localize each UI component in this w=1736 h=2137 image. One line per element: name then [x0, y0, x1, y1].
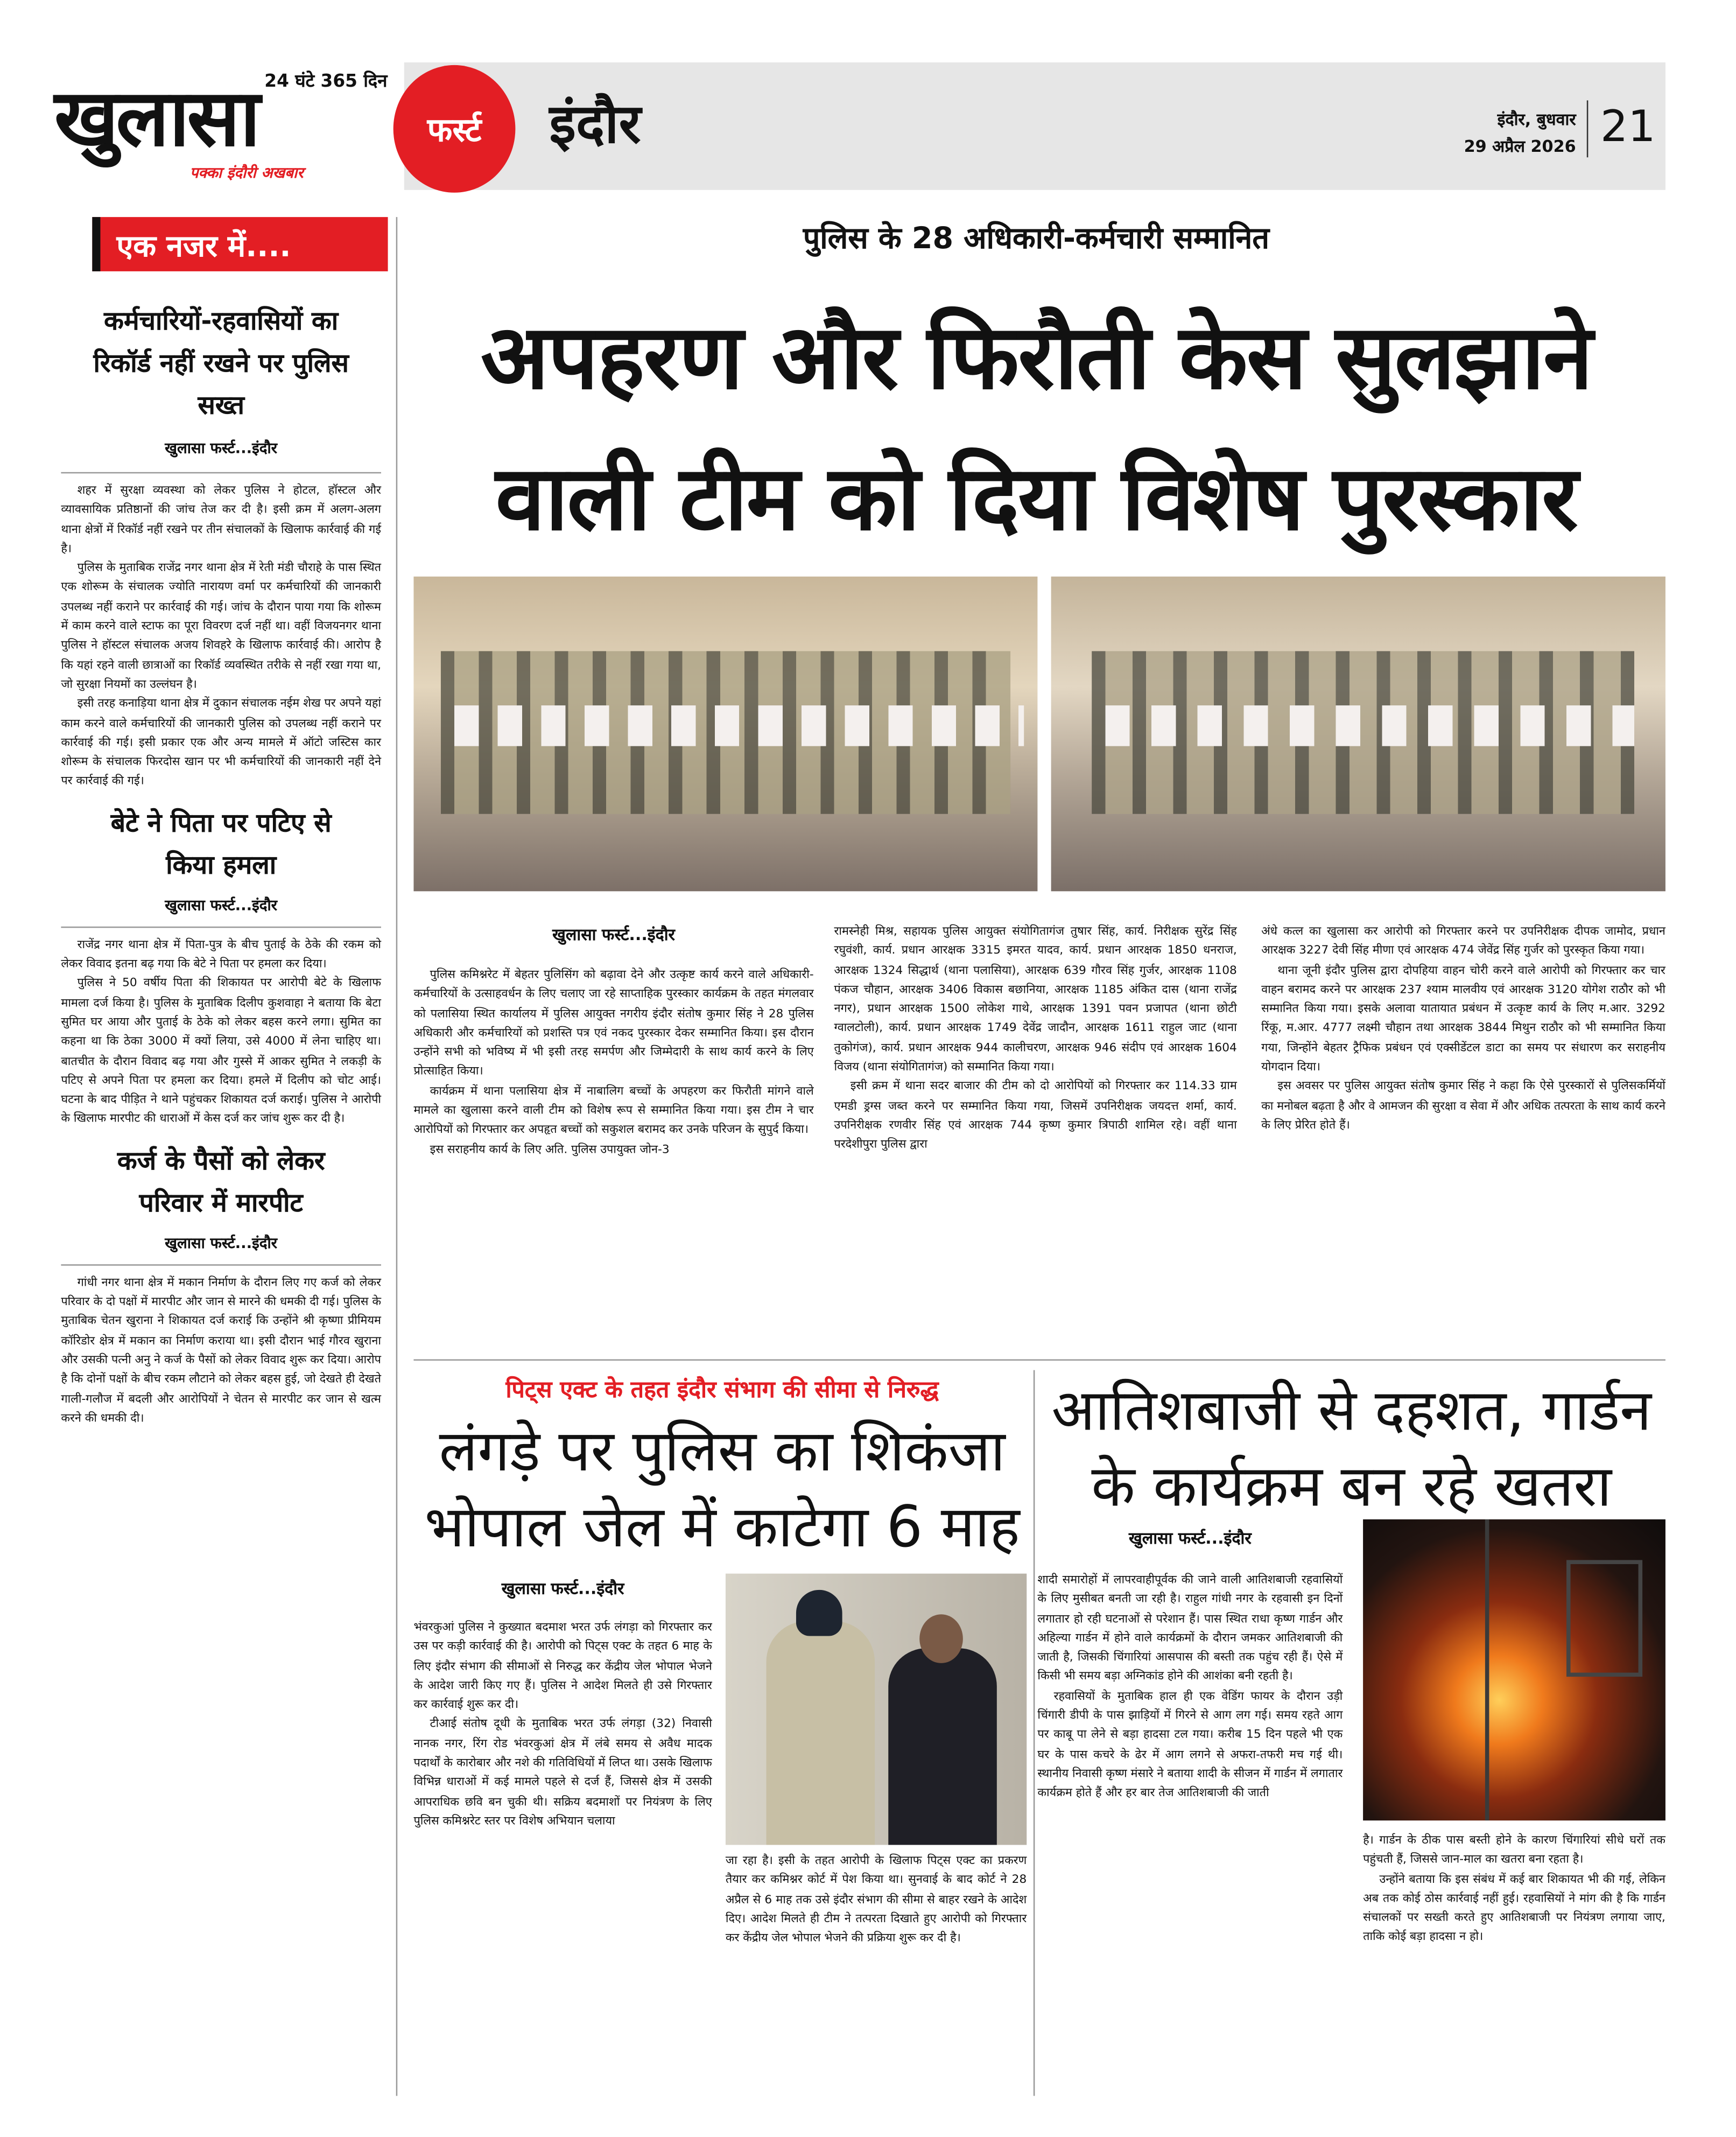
paragraph: टीआई संतोष दूधी के मुताबिक भरत उर्फ लंगड़ा (32) निवासी नानक नगर, रिंग रोड भंवरकुआं क्षेत्र में लंबे समय से अवैध मादक पदार्थों के कारोबार और नशे की गतिविधियों में लिप्त था। उसके खिलाफ विभिन्न धाराओं में कई मामले पहले से दर्ज हैं, जिससे क्षेत्र में उसकी आपराधिक छवि बन चुकी थी। सक्रिय बदमाशों पर नियंत्रण के लिए पुलिस कमिश्नरेट स्तर पर विशेष अभियान चलाया — [413, 1718, 712, 1829]
sidebar-story-2-headline: बेटे ने पिता पर पटिए से किया हमला — [110, 808, 332, 880]
paragraph: शहर में सुरक्षा व्यवस्था को लेकर पुलिस ने होटल, हॉस्टल और व्यावसायिक प्रतिष्ठानों की जांच तेज कर दी है। इसी क्रम में अलग-अलग थाना क्षेत्रों में रिकॉर्ड नहीं रखने पर तीन संचालकों के खिलाफ कार्रवाई की गई है। — [61, 484, 381, 556]
fireworks-byline: खुलासा फर्स्ट...इंदौर — [1128, 1529, 1252, 1548]
lead-photo-right — [1051, 577, 1665, 892]
lead-headline — [407, 288, 1665, 570]
paragraph: शादी समारोहों में लापरवाहीपूर्वक की जाने वाली आतिशबाजी रहवासियों के लिए मुसीबत बनती जा रही है। राहुल गांधी नगर के रहवासी इन दिनों लगातार हो रही घटनाओं से परेशान हैं। पास स्थित राधा कृष्ण गार्डन और अहिल्या गार्डन में होने वाले कार्यक्रमों के दौरान जमकर आतिशबाजी की जाती है, जिसकी चिंगारियां आसपास की बस्ती तक पहुंच रही हैं। ऐसे में किसी भी समय बड़ा अग्निकांड होने की आशंका बनी रहती है। — [1037, 1573, 1343, 1684]
sidebar-story-2-byline: खुलासा फर्स्ट...इंदौर — [165, 896, 278, 914]
paragraph: इस सराहनीय कार्य के लिए अति. पुलिस उपायुक्त जोन-3 — [430, 1143, 670, 1157]
paragraph: कार्यक्रम में थाना पलासिया क्षेत्र में नाबालिग बच्चों के अपहरण कर फिरौती मांगने वाले मामले का खुलासा करने वाली टीम को विशेष रूप से सम्मानित किया गया। इस टीम ने चार आरोपियों को गिरफ्तार कर अपहृत बच्चों को सकुशल बरामद कर उनके परिजन के सुपुर्द किया। — [413, 1085, 814, 1138]
lead-headline-line-2: वाली टीम को दिया विशेष पुरस्कार — [495, 446, 1577, 551]
paragraph: इसी तरह कनाड़िया थाना क्षेत्र में दुकान संचालक नईम शेख पर अपने यहां काम करने वाले कर्मचारियों की जानकारी पुलिस को उपलब्ध नहीं कराने पर कार्रवाई की गई। इसी प्रकार एक और अन्य मामले में ऑटो जस्टिस कार शोरूम के संचालक फिरदोस खान पर भी कर्मचारियों की जानकारी नहीं देने पर कार्रवाई की गई। — [61, 697, 381, 789]
pits-headline-line-2: भोपाल जेल में काटेगा 6 माह — [424, 1493, 1020, 1560]
logo-badge — [393, 65, 516, 193]
paragraph: इस अवसर पर पुलिस आयुक्त संतोष कुमार सिंह ने कहा कि ऐसे पुरस्कारों से पुलिसकर्मियों का मनोबल बढ़ता है और वे आमजन की सुरक्षा व सेवा में और अधिक तत्परता के साथ कार्य करने के लिए प्रेरित होते हैं। — [1261, 1080, 1665, 1133]
pits-headline — [413, 1413, 1030, 1565]
dateline-divider — [1587, 100, 1589, 157]
fireworks-col-1 — [1037, 1571, 1343, 1804]
lead-photo-left — [413, 577, 1037, 892]
pits-col-1 — [413, 1618, 712, 1832]
lead-col-1 — [413, 966, 813, 1160]
fireworks-headline — [1037, 1373, 1665, 1525]
paragraph: रहवासियों के मुताबिक हाल ही एक वेडिंग फायर के दौरान उड़ी चिंगारी डीपी के पास झाड़ियों में गिरने से आग लग गई। समय रहते आग पर काबू पा लेने से बड़ा हादसा टल गया। करीब 15 दिन पहले भी एक घर के पास कचरे के ढेर में आग लगने से अफरा-तफरी मच गई थी। स्थानीय निवासी कृष्ण मंसारे ने बताया शादी के सीजन में गार्डन में लगातार कार्यक्रम होते हैं और हर बार तेज आतिशबाजी की जाती — [1037, 1690, 1343, 1801]
section-divider — [413, 1360, 1665, 1361]
lead-byline: खुलासा फर्स्ट...इंदौर — [552, 925, 675, 944]
pits-col-2 — [726, 1852, 1027, 1949]
paragraph: भंवरकुआं पुलिस ने कुख्यात बदमाश भरत उर्फ लंगड़ा को गिरफ्तार कर उस पर कड़ी कार्रवाई की है। आरोपी को पिट्स एक्ट के तहत 6 माह के लिए इंदौर संभाग की सीमाओं से निरुद्ध कर केंद्रीय जेल भोपाल भेजने के आदेश जारी किए गए हैं। पुलिस ने आदेश मिलते ही उसे गिरफ्तार कर कार्रवाई शुरू कर दी। — [413, 1621, 712, 1713]
sidebar-story-1-byline: खुलासा फर्स्ट...इंदौर — [165, 439, 278, 458]
lead-col-3 — [1261, 922, 1665, 1136]
tagline-top: 24 घंटे 365 दिन — [264, 72, 388, 93]
paragraph: पुलिस कमिश्नरेट में बेहतर पुलिसिंग को बढ़ावा देने और उत्कृष्ट कार्य करने वाले अधिकारी-कर्मचारियों के उत्साहवर्धन के लिए चलाए जा रहे साप्ताहिक पुरस्कार कार्यक्रम के तहत मंगलवार को पलासिया स्थित कार्यालय में पुलिस आयुक्त नगरीय इंदौर संतोष कुमार सिंह ने 28 पुलिस अधिकारी और कर्मचारियों को प्रशस्ति पत्र एवं नकद पुरस्कार देकर सम्मानित किया। इस दौरान उन्होंने सभी को भविष्य में भी इसी तरह समर्पण और जिम्मेदारी के साथ कार्य करने के लिए प्रोत्साहित किया। — [413, 968, 814, 1080]
logo-badge-text: फर्स्ट — [427, 110, 482, 149]
dateline-date: 29 अप्रैल 2026 — [1464, 137, 1576, 156]
fireworks-col-2 — [1363, 1831, 1665, 1947]
paragraph: है। गार्डन के ठीक पास बस्ती होने के कारण चिंगारियां सीधे घरों तक पहुंचती हैं, जिससे जान-माल का खतरा बना रहता है। — [1363, 1834, 1665, 1867]
paragraph: थाना जूनी इंदौर पुलिस द्वारा दोपहिया वाहन चोरी करने वाले आरोपी को गिरफ्तार कर चार वाहन बरामद करने पर आरक्षक 237 श्याम मालवीय एवं आरक्षक 3120 योगेश राठौर को भी सम्मानित किया गया। इसके अलावा यातायात प्रबंधन में उत्कृष्ट कार्य के लिए म.आर. 3292 रिंकू, म.आर. 4777 लक्ष्मी चौहान तथा आरक्षक 3844 मिथुन राठौर को भी सम्मानित किया गया, जिन्होंने बेहतर ट्रैफिक प्रबंधन एवं एक्सीडेंटल डाटा का समय पर संधारण कर सराहनीय योगदान दिया। — [1261, 964, 1665, 1075]
sidebar — [61, 301, 381, 1428]
fireworks-headline-line-2: के कार्यक्रम बन रहे खतरा — [1091, 1453, 1612, 1519]
sidebar-story-1-body — [61, 481, 381, 791]
sidebar-story-3-byline: खुलासा फर्स्ट...इंदौर — [165, 1234, 278, 1252]
paragraph: गांधी नगर थाना क्षेत्र में मकान निर्माण के दौरान लिए गए कर्ज को लेकर परिवार के दो पक्षों में मारपीट और जान से मारने की धमकी दी गई। पुलिस के मुताबिक चेतन खुराना ने शिकायत दर्ज कराई कि उन्होंने श्री कृष्णा प्रीमियम कॉरिडोर क्षेत्र में मकान का निर्माण कराया था। इसी दौरान भाई गौरव खुराना और उसकी पत्नी अनु ने कर्ज के पैसों को लेकर विवाद शुरू कर दिया। आरोप है कि दोनों पक्षों के बीच रकम लौटाने को लेकर बहस हुई, जो देखते ही देखते गाली-गलौज में बदली और आरोपियों ने चेतन से मारपीट कर जान से खत्म करने की धमकी दी। — [61, 1276, 381, 1426]
pits-byline: खुलासा फर्स्ट...इंदौर — [501, 1579, 624, 1598]
sidebar-story-3-headline: कर्ज के पैसों को लेकर परिवार में मारपीट — [117, 1146, 325, 1218]
sidebar-banner — [92, 217, 388, 271]
sidebar-story-1-headline: कर्मचारियों-रहवासियों का रिकॉर्ड नहीं रखने पर पुलिस सख्त — [93, 306, 349, 421]
section-title: इंदौर — [549, 93, 641, 156]
paragraph: उन्होंने बताया कि इस संबंध में कई बार शिकायत भी की गई, लेकिन अब तक कोई ठोस कार्रवाई नहीं हुई। रहवासियों ने मांग की है कि गार्डन संचालकों पर सख्ती करते हुए आतिशबाजी पर नियंत्रण लगाया जाए, ताकि कोई बड़ा हादसा न हो। — [1363, 1873, 1665, 1945]
sidebar-banner-text: एक नजर में.... — [116, 230, 291, 265]
lead-kicker: पुलिस के 28 अधिकारी-कर्मचारी सम्मानित — [803, 222, 1269, 257]
paragraph: जा रहा है। इसी के तहत आरोपी के खिलाफ पिट्स एक्ट का प्रकरण तैयार कर कमिश्नर कोर्ट में पेश किया था। सुनवाई के बाद कोर्ट ने 28 अप्रैल से 6 माह तक उसे इंदौर संभाग की सीमा से बाहर रखने के आदेश दिए। आदेश मिलते ही टीम ने तत्परता दिखाते हुए आरोपी को गिरफ्तार कर केंद्रीय जेल भोपाल भेजने की प्रक्रिया शुरू कर दी है। — [725, 1854, 1027, 1946]
paragraph: पुलिस ने 50 वर्षीय पिता की शिकायत पर आरोपी बेटे के खिलाफ मामला दर्ज किया है। पुलिस के मुताबिक दिलीप कुशवाहा ने बताया कि बेटा सुमित घर आया और पुताई के ठेके को लेकर बहस करने लगा। सुमित का कहना था कि ठेका 3000 में क्यों लिया, उसे 4000 में लेना चाहिए था। बातचीत के दौरान विवाद बढ़ गया और गुस्से में आकर सुमित ने लकड़ी के पटिए से अपने पिता पर हमला कर दिया। हमले में दिलीप को चोट आई। घटना के बाद पीड़ित ने थाने पहुंचकर शिकायत दर्ज कराई। पुलिस ने आरोपी के खिलाफ मारपीट की धाराओं में केस दर्ज कर जांच शुरू कर दी है। — [61, 977, 381, 1127]
paragraph: राजेंद्र नगर थाना क्षेत्र में पिता-पुत्र के बीच पुताई के ठेके की रकम को लेकर विवाद इतना बढ़ गया कि बेटे ने पिता पर हमला कर दिया। — [61, 938, 381, 972]
sidebar-story-2-body — [61, 936, 381, 1130]
paragraph: अंधे कत्ल का खुलासा कर आरोपी को गिरफ्तार करने पर उपनिरीक्षक दीपक जामोद, प्रधान आरक्षक 3227 देवी सिंह मीणा एवं आरक्षक 474 जेवेंद्र सिंह गुर्जर को पुरस्कृत किया गया। — [1261, 925, 1665, 958]
column-divider — [1034, 1370, 1035, 2096]
fireworks-photo — [1363, 1519, 1665, 1820]
paragraph: रामस्नेही मिश्र, सहायक पुलिस आयुक्त संयोगितागंज तुषार सिंह, कार्य. निरीक्षक सुरेंद्र सिंह रघुवंशी, कार्य. प्रधान आरक्षक 3315 इमरत यादव, कार्य. प्रधान आरक्षक 1850 धनराज, आरक्षक 1324 सिद्धार्थ (थाना पलासिया), आरक्षक 639 गौरव सिंह गुर्जर, आरक्षक 1108 पंकज चौहान, आरक्षक 3406 विकास बछानिया, आरक्षक 1185 अंकित दास (थाना राजेंद्र नगर), प्रधान आरक्षक 1500 लोकेश गाथे, आरक्षक 1391 पवन प्रजापत (थाना छोटी ग्वालटोली), कार्य. प्रधान आरक्षक 1749 देवेंद्र जादौन, आरक्षक 1611 राहुल जाट (थाना तुकोगंज), कार्य. प्रधान आरक्षक 944 कालीचरण, आरक्षक 946 संदीप एवं आरक्षक 1604 विजय (थाना संयोगितागंज) को सम्मानित किया गया। — [834, 925, 1237, 1075]
fireworks-headline-line-1: आतिशबाजी से दहशत, गार्डन — [1051, 1377, 1652, 1444]
column-divider — [396, 217, 398, 2096]
sidebar-story-3-body — [61, 1273, 381, 1428]
logo-main: खुलासा — [54, 72, 258, 164]
paragraph: पुलिस के मुताबिक राजेंद्र नगर थाना क्षेत्र में रेती मंडी चौराहे के पास स्थित एक शोरूम के संचालक ज्योति नारायण वर्मा पर कर्मचारियों की जानकारी उपलब्ध नहीं कराने पर कार्रवाई की गई। जांच के दौरान पाया गया कि शोरूम में काम करने वाले स्टाफ का पूरा विवरण दर्ज नहीं था। वहीं विजयनगर थाना पुलिस ने हॉस्टल संचालक अजय शिवहरे के खिलाफ कार्रवाई की। आरोप है कि यहां रहने वाली छात्राओं का रिकॉर्ड व्यवस्थित तरीके से नहीं रखा गया था, जो सुरक्षा नियमों का उल्लंघन है। — [61, 562, 381, 692]
pits-kicker: पिट्स एक्ट के तहत इंदौर संभाग की सीमा से निरुद्ध — [505, 1377, 939, 1404]
dateline-place-day: इंदौर, बुधवार — [1497, 110, 1576, 129]
lead-headline-line-1: अपहरण और फिरौती केस सुलझाने — [480, 305, 1592, 410]
pits-headline-line-1: लंगड़े पर पुलिस का शिकंजा — [439, 1417, 1006, 1484]
logo-sub: पक्का इंदौरी अखबार — [189, 164, 304, 182]
paragraph: इसी क्रम में थाना सदर बाजार की टीम को दो आरोपियों को गिरफ्तार कर 114.33 ग्राम एमडी ड्रग्स जब्त करने पर सम्मानित किया गया, जिसमें उपनिरीक्षक जयदत्त शर्मा, कार्य. उपनिरीक्षक रणवीर सिंह एवं आरक्षक 744 कृष्ण कुमार त्रिपाठी शामिल रहे। वहीं थाना परदेशीपुरा पुलिस द्वारा — [834, 1080, 1237, 1152]
lead-col-2 — [834, 922, 1236, 1155]
pits-photo — [726, 1574, 1027, 1845]
page-number: 21 — [1600, 100, 1656, 152]
dateline — [1397, 106, 1576, 160]
